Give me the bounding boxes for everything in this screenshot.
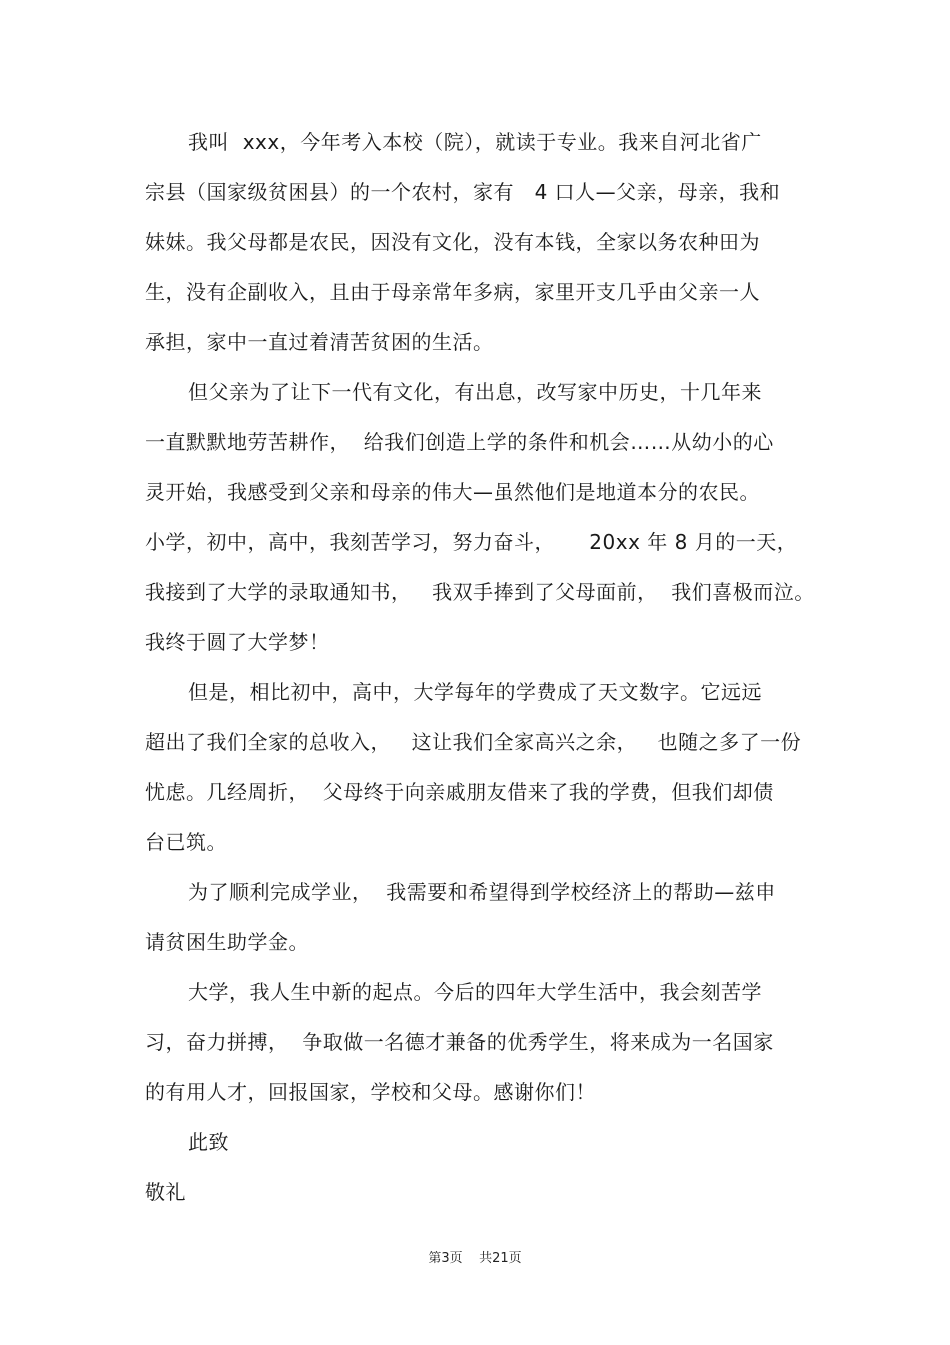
paragraph-3-line-2: 超出了我们全家的总收入， 这让我们全家高兴之余， 也随之多了一份: [145, 730, 802, 754]
paragraph-2-line-5: 我接到了大学的录取通知书， 我双手捧到了父母面前， 我们喜极而泣。: [145, 580, 815, 604]
paragraph-1-line-4: 生，没有企副收入，且由于母亲常年多病，家里开支几乎由父亲一人: [145, 280, 760, 304]
paragraph-5-line-1: 大学，我人生中新的起点。今后的四年大学生活中，我会刻苦学: [188, 980, 762, 1004]
paragraph-4-line-2: 请贫困生助学金。: [145, 930, 309, 954]
paragraph-1-line-3: 妹妹。我父母都是农民，因没有文化，没有本钱，全家以务农种田为: [145, 230, 760, 254]
paragraph-3-line-3: 忧虑。几经周折， 父母终于向亲戚朋友借来了我的学费，但我们却债: [145, 780, 774, 804]
paragraph-2-line-4: 小学，初中，高中，我刻苦学习，努力奋斗， 20xx 年 8 月的一天，: [145, 530, 798, 554]
closing-greeting: 此致: [188, 1130, 229, 1154]
paragraph-4-line-1: 为了顺利完成学业， 我需要和希望得到学校经济上的帮助—兹申: [188, 880, 776, 904]
page-number-footer: 第3页 共21页: [428, 1251, 522, 1266]
closing-salute: 敬礼: [145, 1180, 186, 1204]
paragraph-2-line-1: 但父亲为了让下一代有文化，有出息，改写家中历史，十几年来: [188, 380, 762, 404]
paragraph-5-line-3: 的有用人才，回报国家，学校和父母。感谢你们！: [145, 1080, 596, 1104]
paragraph-1-line-2: 宗县（国家级贫困县）的一个农村，家有 4 口人—父亲，母亲，我和: [145, 180, 781, 204]
paragraph-1-line-1: 我叫 xxx，今年考入本校（院），就读于专业。我来自河北省广: [188, 130, 762, 154]
paragraph-3-line-1: 但是，相比初中，高中，大学每年的学费成了天文数字。它远远: [188, 680, 762, 704]
paragraph-2-line-3: 灵开始，我感受到父亲和母亲的伟大—虽然他们是地道本分的农民。: [145, 480, 760, 504]
paragraph-3-line-4: 台已筑。: [145, 830, 227, 854]
paragraph-1-line-5: 承担，家中一直过着清苦贫困的生活。: [145, 330, 494, 354]
paragraph-5-line-2: 习，奋力拼搏， 争取做一名德才兼备的优秀学生，将来成为一名国家: [145, 1030, 774, 1054]
paragraph-2-line-6: 我终于圆了大学梦！: [145, 630, 330, 654]
paragraph-2-line-2: 一直默默地劳苦耕作， 给我们创造上学的条件和机会……从幼小的心: [145, 430, 774, 454]
